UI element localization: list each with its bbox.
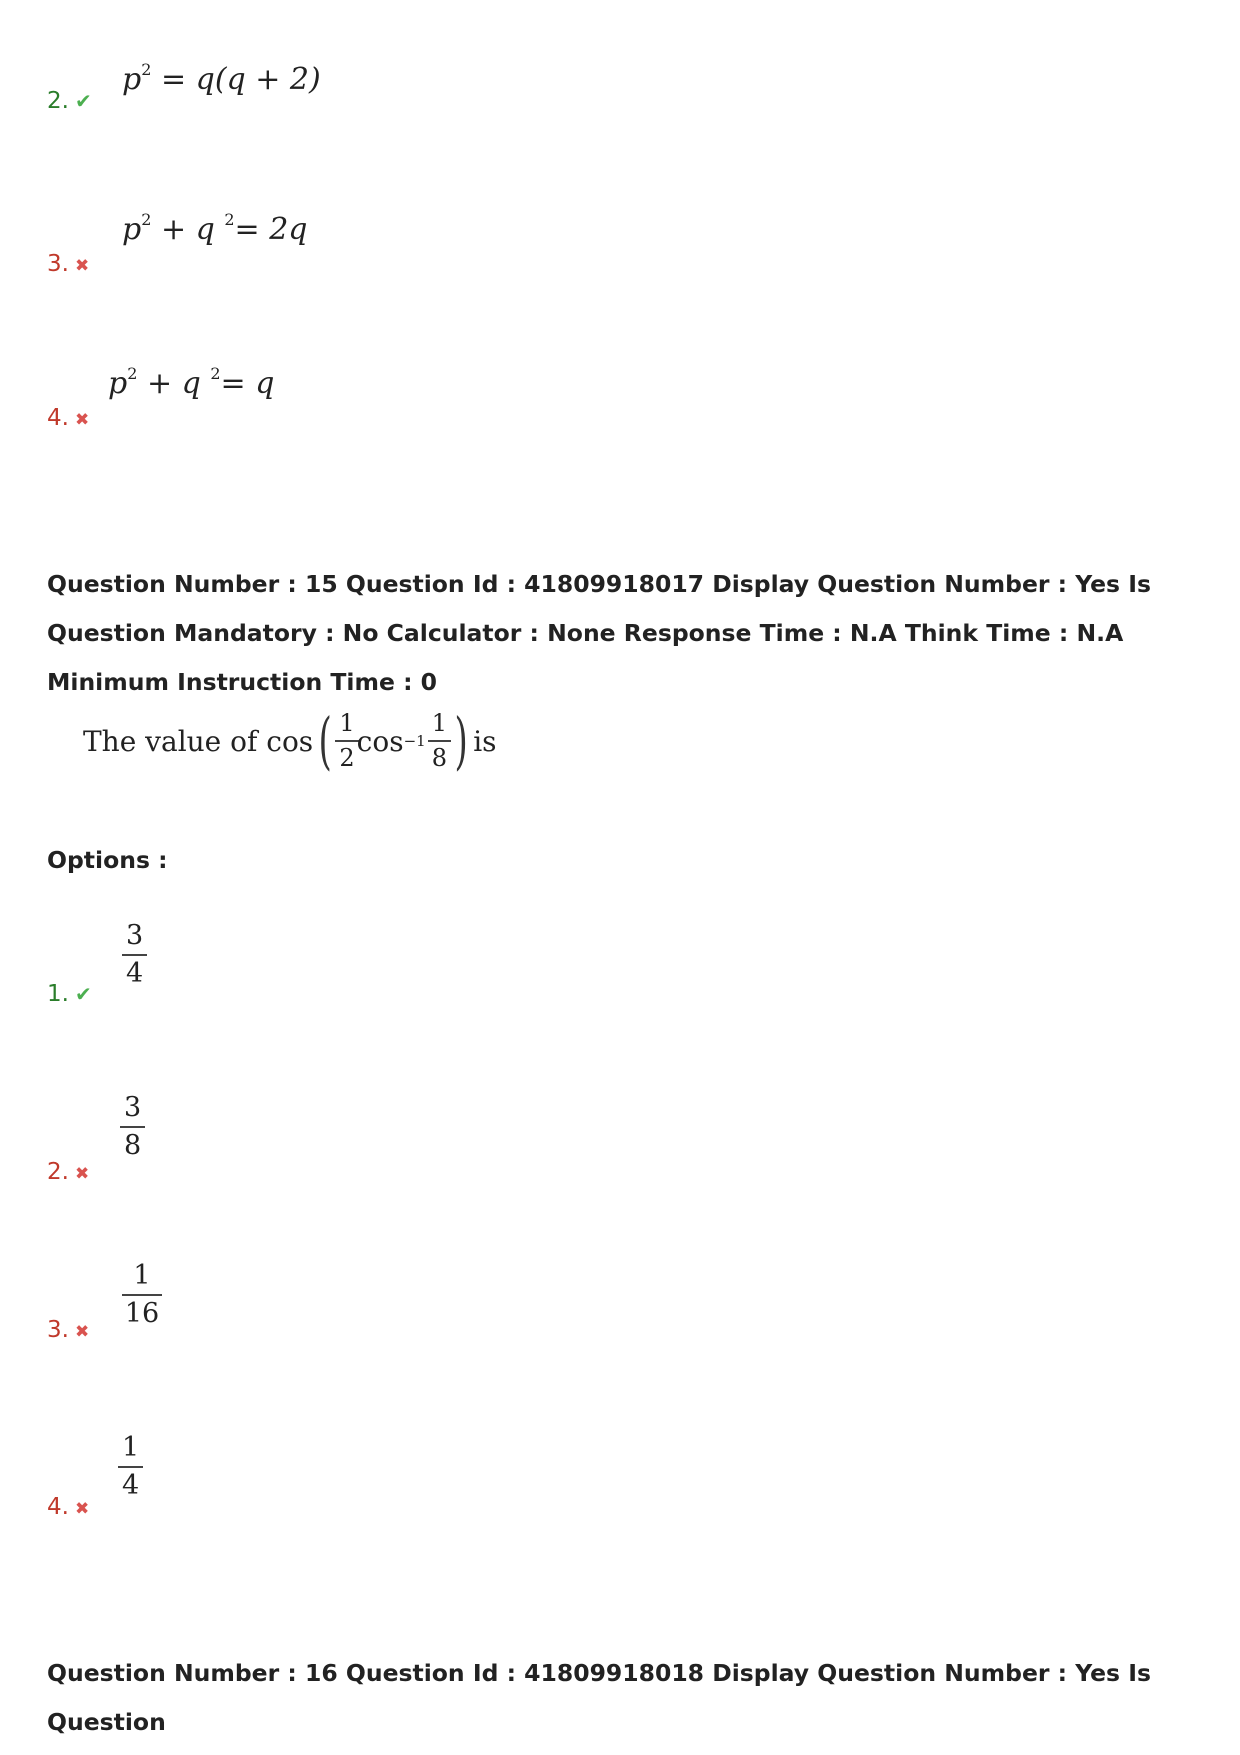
frac-num: 3 [126,920,144,951]
expr-sup2: 2 [210,364,221,383]
option-number: 4. [47,1494,69,1520]
expr-sup2: 2 [224,210,235,229]
option-number: 3. [47,251,69,277]
expr-var: p [122,62,142,97]
expr-rest: = q(q + 2) [151,62,321,97]
expr-mid: + q [151,212,225,247]
frac-num: 1 [122,1432,140,1463]
option-number: 2. [47,88,69,114]
question-15-header: Question Number : 15 Question Id : 41809918017 Display Question Number : Yes Is Question Mandatory : No Calculator : None Response Time : N.A Think Time : N.A Minimum Instruction Time : 0 [47,570,1151,696]
option-4-fraction [120,1434,141,1501]
option-number: 4. [47,405,69,431]
frac-den: 16 [124,1298,160,1330]
check-icon: ✔ [74,982,92,1006]
option-2-fraction [122,1094,143,1161]
question-text-cos: cos [356,724,404,758]
expr-rest: = 2q [234,212,308,247]
prev-option-3 [47,251,89,277]
prev-option-2 [47,88,92,114]
option-2 [47,1159,89,1185]
prev-option-2-expr [122,62,321,97]
prev-option-3-expr [122,212,308,247]
question-text-suffix: is [473,724,497,758]
option-3-fraction [122,1262,162,1329]
question-text-prefix: The value of cos [83,724,314,758]
frac-bar [122,954,147,956]
check-icon: ✔ [74,89,92,113]
frac-num: 1 [339,708,355,737]
right-paren: ) [454,704,468,777]
question-15-text: The value of cos ( $\frac{1}{2}$ cos −1 $\frac{1}{8}$ ) is [83,704,497,777]
frac-den: 8 [124,1130,142,1162]
frac-num: 1 [133,1260,151,1291]
option-number: 2. [47,1159,69,1185]
cross-icon: ✖ [74,410,90,430]
frac-den: 4 [126,958,144,990]
options-label: Options : [47,846,168,874]
expr-sup: 2 [127,364,138,383]
cross-icon: ✖ [74,1499,90,1519]
prev-option-4-expr [108,366,274,401]
option-1-fraction [124,922,145,989]
frac-bar [428,740,451,742]
frac-bar [120,1126,145,1128]
frac-num: 3 [124,1092,142,1123]
frac-bar [335,740,358,742]
expr-sup: 2 [141,210,152,229]
frac-bar [118,1466,143,1468]
fraction-half [337,708,356,772]
option-number: 3. [47,1317,69,1343]
expr-var: p [108,366,128,401]
cross-icon: ✖ [74,1164,90,1184]
option-4 [47,1494,89,1520]
option-number: 1. [47,981,69,1007]
frac-den: 8 [431,744,447,772]
expr-rest: = q [220,366,275,401]
fraction-eighth [430,708,449,772]
left-paren: ( [318,704,332,777]
prev-option-4 [47,405,89,431]
option-3 [47,1317,89,1343]
frac-num: 1 [431,708,447,737]
expr-var: p [122,212,142,247]
question-16-header: Question Number : 16 Question Id : 41809918018 Display Question Number : Yes Is Question [47,1659,1151,1736]
cross-icon: ✖ [74,1322,90,1342]
cross-icon: ✖ [74,256,90,276]
frac-bar [122,1294,162,1296]
expr-sup: 2 [141,60,152,79]
expr-mid: + q [137,366,211,401]
frac-den: 2 [339,744,355,772]
frac-den: 4 [122,1470,140,1502]
option-1 [47,981,92,1007]
